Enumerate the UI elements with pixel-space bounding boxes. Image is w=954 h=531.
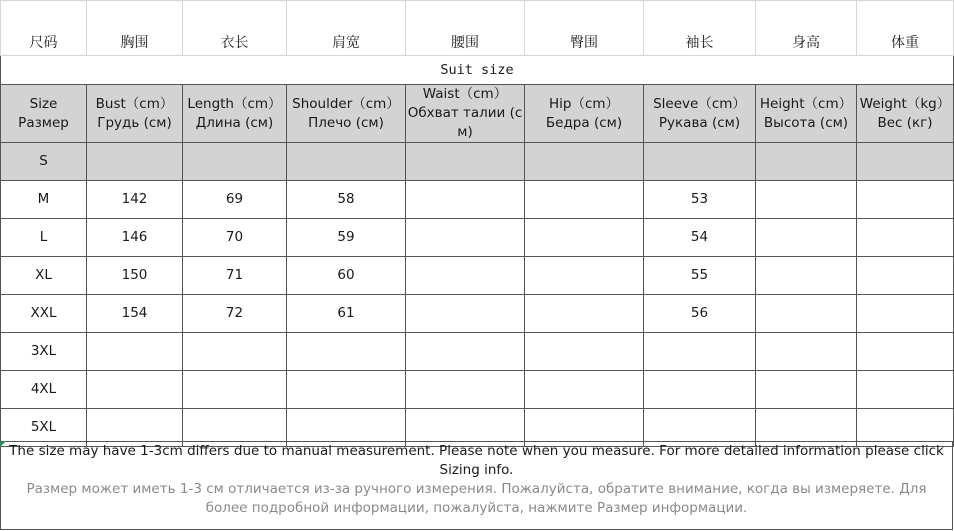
cell-weight xyxy=(857,371,954,409)
header-weight-en: Weight（kg） xyxy=(859,95,951,112)
cell-sleeve xyxy=(644,371,756,409)
cell-sleeve xyxy=(644,143,756,181)
header-height-en: Height（cm） xyxy=(759,95,853,112)
suit-size-title-row xyxy=(1,56,954,85)
cell-waist xyxy=(406,371,525,409)
header-weight xyxy=(857,85,954,143)
header-length-en: Length（cm） xyxy=(187,95,282,112)
cell-bust: 150 xyxy=(87,257,183,295)
cell-waist xyxy=(406,143,525,181)
cell-bust xyxy=(87,371,183,409)
cell-size: 5XL xyxy=(1,409,87,447)
cell-hip xyxy=(525,143,644,181)
header-waist-en: Waist（cm） xyxy=(422,86,508,102)
cell-size: L xyxy=(1,219,87,257)
cell-shoulder: 58 xyxy=(287,181,406,219)
cell-height xyxy=(756,143,857,181)
cell-waist xyxy=(406,295,525,333)
cell-weight xyxy=(857,333,954,371)
cell-waist xyxy=(406,219,525,257)
cell-shoulder xyxy=(287,333,406,371)
cell-weight xyxy=(857,181,954,219)
cell-corner-marker-icon xyxy=(0,441,6,447)
table-row xyxy=(1,295,954,333)
header-sleeve xyxy=(644,85,756,143)
header-length xyxy=(183,85,287,143)
cell-shoulder: 59 xyxy=(287,219,406,257)
cn-header-sleeve: 袖长 xyxy=(644,1,756,56)
cn-header-height: 身高 xyxy=(756,1,857,56)
header-sleeve-en: Sleeve（cm） xyxy=(653,95,746,112)
cell-bust: 146 xyxy=(87,219,183,257)
header-hip xyxy=(525,85,644,143)
header-height-ru: Высота (см) xyxy=(763,114,849,131)
cell-waist xyxy=(406,181,525,219)
cell-bust xyxy=(87,333,183,371)
note-russian: Размер может иметь 1-3 см отличается из-за ручного измерения. Пожалуйста, обратите внимание, когда вы измеряете. Для более подробной информации, пожалуйста, нажмите Размер информации. xyxy=(26,481,927,516)
header-size-en: Size xyxy=(29,95,58,112)
header-bust-en: Bust（cm） xyxy=(95,95,174,112)
cell-size: XXL xyxy=(1,295,87,333)
header-hip-en: Hip（cm） xyxy=(548,95,620,112)
cell-sleeve: 56 xyxy=(644,295,756,333)
table-row xyxy=(1,181,954,219)
table-row xyxy=(1,257,954,295)
suit-size-title: Suit size xyxy=(1,56,954,85)
cell-sleeve: 54 xyxy=(644,219,756,257)
cn-header-bust: 胸围 xyxy=(87,1,183,56)
cell-length xyxy=(183,333,287,371)
cell-shoulder xyxy=(287,143,406,181)
header-waist-ru: Обхват талии (с м) xyxy=(407,105,523,140)
header-height xyxy=(756,85,857,143)
cell-length: 72 xyxy=(183,295,287,333)
cell-sleeve: 53 xyxy=(644,181,756,219)
header-shoulder-ru: Плечо (см) xyxy=(308,114,384,131)
header-bust xyxy=(87,85,183,143)
header-shoulder-en: Shoulder（cm） xyxy=(292,95,400,112)
header-length-ru: Длина (см) xyxy=(195,114,274,131)
cell-height xyxy=(756,333,857,371)
note-english: The size may have 1-3cm differs due to manual measurement. Please note when you measure. For more detailed information please click Sizing info. xyxy=(9,443,944,478)
header-bust-ru: Грудь (см) xyxy=(97,114,172,131)
cell-shoulder: 61 xyxy=(287,295,406,333)
measurement-note xyxy=(0,441,953,530)
cell-hip xyxy=(525,257,644,295)
header-shoulder xyxy=(287,85,406,143)
cell-sleeve xyxy=(644,333,756,371)
cell-length xyxy=(183,143,287,181)
cell-weight xyxy=(857,257,954,295)
header-hip-ru: Бедра (см) xyxy=(545,114,623,131)
column-header-row xyxy=(1,85,954,143)
header-size-ru: Размер xyxy=(18,114,69,131)
cell-height xyxy=(756,219,857,257)
cell-length xyxy=(183,371,287,409)
cell-hip xyxy=(525,371,644,409)
cell-size: 3XL xyxy=(1,333,87,371)
table-row xyxy=(1,371,954,409)
header-size xyxy=(1,85,87,143)
cn-header-length: 衣长 xyxy=(183,1,287,56)
cell-waist xyxy=(406,257,525,295)
cell-height xyxy=(756,181,857,219)
cell-size: 4XL xyxy=(1,371,87,409)
cell-hip xyxy=(525,333,644,371)
cell-length: 69 xyxy=(183,181,287,219)
cell-weight xyxy=(857,219,954,257)
cell-bust: 154 xyxy=(87,295,183,333)
cell-size: S xyxy=(1,143,87,181)
header-sleeve-ru: Рукава (см) xyxy=(658,114,741,131)
header-weight-ru: Вес (кг) xyxy=(877,114,933,131)
cell-hip xyxy=(525,181,644,219)
cell-hip xyxy=(525,219,644,257)
table-row xyxy=(1,143,954,181)
cn-header-weight: 体重 xyxy=(857,1,954,56)
cell-height xyxy=(756,257,857,295)
cn-header-size: 尺码 xyxy=(1,1,87,56)
cn-header-waist: 腰围 xyxy=(406,1,525,56)
chinese-header-row xyxy=(1,1,954,56)
cn-header-hip: 臀围 xyxy=(525,1,644,56)
cell-height xyxy=(756,371,857,409)
table-row xyxy=(1,333,954,371)
cell-weight xyxy=(857,143,954,181)
cell-length: 70 xyxy=(183,219,287,257)
cell-size: M xyxy=(1,181,87,219)
cell-size: XL xyxy=(1,257,87,295)
cell-hip xyxy=(525,295,644,333)
cell-height xyxy=(756,295,857,333)
cell-length: 71 xyxy=(183,257,287,295)
cell-waist xyxy=(406,333,525,371)
cell-shoulder xyxy=(287,371,406,409)
table-row xyxy=(1,219,954,257)
cell-weight xyxy=(857,295,954,333)
header-waist xyxy=(406,85,525,143)
cell-bust: 142 xyxy=(87,181,183,219)
cn-header-shoulder: 肩宽 xyxy=(287,1,406,56)
cell-bust xyxy=(87,143,183,181)
cell-shoulder: 60 xyxy=(287,257,406,295)
cell-sleeve: 55 xyxy=(644,257,756,295)
